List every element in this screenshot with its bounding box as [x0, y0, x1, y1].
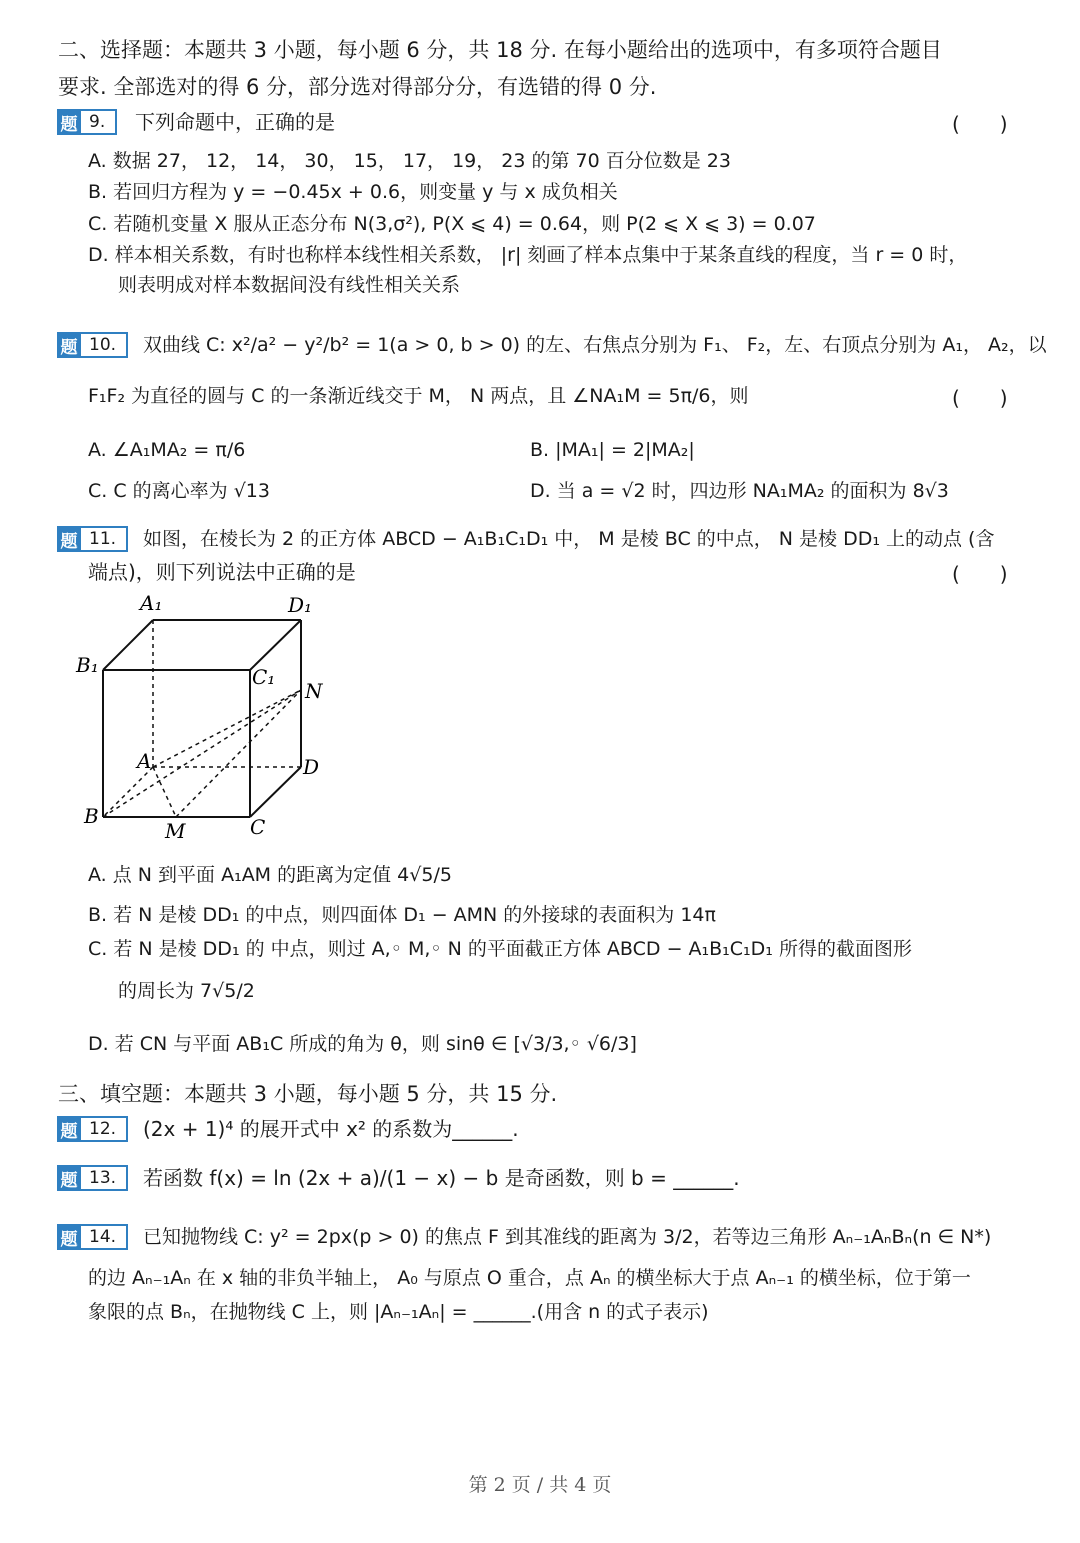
question-stem: 如图，在棱长为 2 的正方体 ABCD − A₁B₁C₁D₁ 中， M 是棱 BC 的中点， N 是棱 DD₁ 上的动点 (含 [143, 528, 995, 550]
label-b: B [84, 804, 99, 828]
option-b[interactable]: B. 若 N 是棱 DD₁ 的中点，则四面体 D₁ − AMN 的外接球的表面积为 14π [88, 904, 716, 926]
question-stem-cont: F₁F₂ 为直径的圆与 C 的一条渐近线交于 M， N 两点，且 ∠NA₁M = 5π/6，则 [88, 385, 749, 407]
option-a[interactable]: A. 数据 27， 12， 14， 30， 15， 17， 19， 23 的第 70 百分位数是 23 [88, 150, 731, 172]
option-c[interactable]: C. 若随机变量 X 服从正态分布 N(3,σ²), P(X ⩽ 4) = 0.64，则 P(2 ⩽ X ⩽ 3) = 0.07 [88, 213, 816, 235]
question-label [57, 526, 128, 552]
label-b1: B₁ [76, 653, 99, 677]
question-label [57, 332, 128, 358]
answer-bracket[interactable]: ( ) [952, 112, 1008, 136]
question-stem-cont: 的边 Aₙ₋₁Aₙ 在 x 轴的非负半轴上， A₀ 与原点 O 重合，点 Aₙ 的横坐标大于点 Aₙ₋₁ 的横坐标，位于第一 [88, 1267, 971, 1289]
question-number: 10. [81, 332, 128, 358]
answer-bracket[interactable]: ( ) [952, 562, 1008, 586]
label-n: N [305, 679, 323, 703]
option-d-cont: 则表明成对样本数据间没有线性相关关系 [118, 274, 461, 296]
option-c[interactable]: C. 若 N 是棱 DD₁ 的 中点，则过 A,◦ M,◦ N 的平面截正方体 ABCD − A₁B₁C₁D₁ 所得的截面图形 [88, 938, 912, 960]
section-heading: 三、填空题：本题共 3 小题，每小题 5 分，共 15 分. [58, 1082, 558, 1106]
question-stem-cont: 端点)，则下列说法中正确的是 [88, 560, 356, 584]
option-d[interactable]: D. 若 CN 与平面 AB₁C 所成的角为 θ，则 sinθ ∈ [√3/3,◦ √6/3] [88, 1033, 637, 1055]
option-c-cont: 的周长为 7√5/2 [118, 980, 255, 1002]
label-d1: D₁ [288, 593, 313, 617]
question-label [57, 109, 117, 135]
question-number: 13. [81, 1165, 128, 1191]
label-a1: A₁ [140, 591, 163, 615]
question-stem: 下列命题中，正确的是 [135, 110, 335, 134]
option-d[interactable]: D. 当 a = √2 时，四边形 NA₁MA₂ 的面积为 8√3 [530, 480, 949, 502]
label-c: C [250, 815, 266, 839]
cube-figure [70, 590, 340, 845]
label-d: D [303, 755, 320, 779]
question-tag-icon: 题 [57, 1165, 81, 1191]
page-number: 第 2 页 / 共 4 页 [468, 1474, 612, 1496]
option-d[interactable]: D. 样本相关系数，有时也称样本线性相关系数， |r| 刻画了样本点集中于某条直线的程度，当 r = 0 时， [88, 244, 968, 266]
section-heading-cont: 要求. 全部选对的得 6 分，部分选对得部分分，有选错的得 0 分. [58, 75, 657, 99]
question-stem: 已知抛物线 C: y² = 2px(p > 0) 的焦点 F 到其准线的距离为 3/2，若等边三角形 Aₙ₋₁AₙBₙ(n ∈ N*) [143, 1226, 992, 1248]
label-c1: C₁ [252, 665, 276, 689]
question-stem[interactable]: 若函数 f(x) = ln (2x + a)/(1 − x) − b 是奇函数，则 b = ______. [143, 1166, 740, 1190]
question-label [57, 1165, 128, 1191]
question-number: 12. [81, 1116, 128, 1142]
section-heading: 二、选择题：本题共 3 小题，每小题 6 分，共 18 分. 在每小题给出的选项中，有多项符合题目 [58, 38, 942, 62]
option-a[interactable]: A. ∠A₁MA₂ = π/6 [88, 439, 246, 461]
option-c[interactable]: C. C 的离心率为 √13 [88, 480, 270, 502]
option-b[interactable]: B. 若回归方程为 y = −0.45x + 0.6，则变量 y 与 x 成负相关 [88, 181, 618, 203]
question-stem-cont[interactable]: 象限的点 Bₙ，在抛物线 C 上，则 |Aₙ₋₁Aₙ| = ______.(用含 n 的式子表示) [88, 1301, 709, 1323]
option-a[interactable]: A. 点 N 到平面 A₁AM 的距离为定值 4√5/5 [88, 864, 452, 886]
question-label [57, 1116, 128, 1142]
question-number: 11. [81, 526, 128, 552]
question-tag-icon: 题 [57, 332, 81, 358]
option-b[interactable]: B. |MA₁| = 2|MA₂| [530, 439, 695, 461]
question-number: 9. [81, 109, 117, 135]
label-a: A [137, 749, 152, 773]
question-tag-icon: 题 [57, 526, 81, 552]
label-m: M [165, 819, 186, 843]
question-label [57, 1224, 128, 1250]
question-stem: 双曲线 C: x²/a² − y²/b² = 1(a > 0, b > 0) 的左、右焦点分别为 F₁、 F₂，左、右顶点分别为 A₁， A₂，以 [143, 334, 1047, 356]
question-tag-icon: 题 [57, 1116, 81, 1142]
question-tag-icon: 题 [57, 1224, 81, 1250]
question-tag-icon: 题 [57, 109, 81, 135]
answer-bracket[interactable]: ( ) [952, 386, 1008, 410]
question-number: 14. [81, 1224, 128, 1250]
question-stem[interactable]: (2x + 1)⁴ 的展开式中 x² 的系数为______. [143, 1117, 519, 1141]
